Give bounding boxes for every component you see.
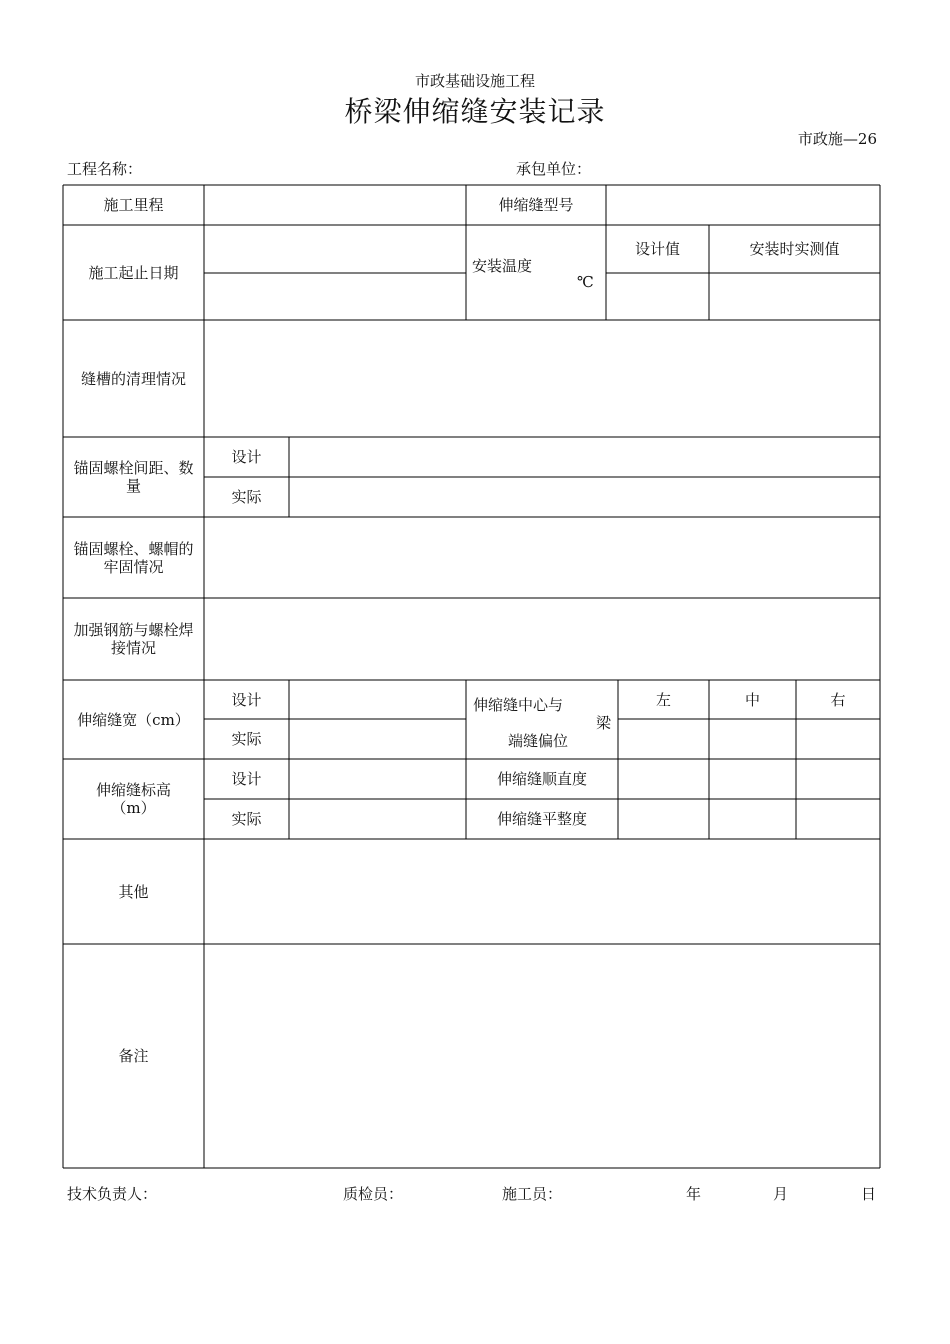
other-label: 其他 bbox=[118, 882, 149, 901]
width-design-field[interactable] bbox=[289, 680, 466, 719]
width-design-label: 设计 bbox=[231, 690, 262, 709]
start-date-field[interactable] bbox=[204, 225, 466, 273]
joint-width-label: 伸缩缝宽（cm） bbox=[77, 710, 190, 729]
groove-cleaning-field[interactable] bbox=[204, 320, 880, 437]
width-actual-label: 实际 bbox=[231, 730, 262, 748]
width-actual-field[interactable] bbox=[289, 719, 466, 759]
design-value-label: 设计值 bbox=[634, 240, 680, 258]
center-offset-label-char: 梁 bbox=[596, 714, 612, 732]
construction-dates-label: 施工起止日期 bbox=[88, 263, 179, 282]
form-title: 桥梁伸缩缝安装记录 bbox=[344, 95, 606, 128]
straightness-label: 伸缩缝顺直度 bbox=[496, 770, 587, 788]
anchor-actual-field[interactable] bbox=[289, 477, 880, 517]
flatness-right-field[interactable] bbox=[796, 799, 880, 839]
inspector-label: 质检员： bbox=[343, 1185, 404, 1203]
anchor-design-label: 设计 bbox=[231, 448, 262, 466]
elevation-actual-label: 实际 bbox=[231, 810, 262, 828]
center-offset-label-line2: 端缝偏位 bbox=[508, 732, 569, 750]
joint-model-label: 伸缩缝型号 bbox=[498, 196, 574, 214]
straightness-right-field[interactable] bbox=[796, 759, 880, 799]
elevation-design-field[interactable] bbox=[289, 759, 466, 799]
middle-label: 中 bbox=[744, 690, 760, 709]
measured-value-label: 安装时实测值 bbox=[749, 240, 840, 258]
remarks-field[interactable] bbox=[204, 944, 880, 1168]
remarks-label: 备注 bbox=[118, 1047, 149, 1065]
measured-temp-field[interactable] bbox=[709, 273, 880, 320]
offset-right-field[interactable] bbox=[796, 719, 880, 759]
other-field[interactable] bbox=[204, 839, 880, 944]
form-code: 市政施—26 bbox=[797, 130, 877, 148]
anchor-firmness-field[interactable] bbox=[204, 517, 880, 598]
rebar-welding-label: 加强钢筋与螺栓焊接情况 bbox=[73, 621, 194, 657]
install-temp-label: 安装温度 bbox=[472, 257, 533, 275]
anchor-firmness-label: 锚固螺栓、螺帽的牢固情况 bbox=[73, 539, 194, 576]
offset-left-field[interactable] bbox=[618, 719, 709, 759]
straightness-middle-field[interactable] bbox=[709, 759, 796, 799]
right-label: 右 bbox=[830, 690, 846, 709]
center-offset-label-line1: 伸缩缝中心与 bbox=[473, 696, 564, 714]
flatness-label: 伸缩缝平整度 bbox=[496, 810, 587, 828]
project-name-label: 工程名称： bbox=[67, 160, 143, 178]
temp-unit: ℃ bbox=[577, 273, 594, 291]
anchor-bolt-spacing-label: 锚固螺栓间距、数量 bbox=[73, 459, 194, 495]
month-label: 月 bbox=[773, 1185, 789, 1203]
joint-elevation-label: 伸缩缝标高（m） bbox=[95, 781, 171, 817]
tech-lead-label: 技术负责人： bbox=[67, 1185, 158, 1203]
year-label: 年 bbox=[686, 1185, 702, 1203]
elevation-actual-field[interactable] bbox=[289, 799, 466, 839]
design-temp-field[interactable] bbox=[606, 273, 709, 320]
left-label: 左 bbox=[655, 690, 671, 709]
end-date-field[interactable] bbox=[204, 273, 466, 320]
flatness-left-field[interactable] bbox=[618, 799, 709, 839]
construction-mileage-field[interactable] bbox=[204, 185, 466, 225]
construction-mileage-label: 施工里程 bbox=[103, 196, 164, 214]
form-subtitle: 市政基础设施工程 bbox=[414, 72, 535, 90]
groove-cleaning-label: 缝槽的清理情况 bbox=[80, 369, 186, 388]
constructor-label: 施工员： bbox=[502, 1185, 563, 1203]
day-label: 日 bbox=[861, 1185, 877, 1203]
joint-model-field[interactable] bbox=[606, 185, 880, 225]
anchor-actual-label: 实际 bbox=[231, 488, 262, 506]
offset-middle-field[interactable] bbox=[709, 719, 796, 759]
contractor-label: 承包单位： bbox=[516, 160, 592, 178]
anchor-design-field[interactable] bbox=[289, 437, 880, 477]
rebar-welding-field[interactable] bbox=[204, 598, 880, 680]
flatness-middle-field[interactable] bbox=[709, 799, 796, 839]
elevation-design-label: 设计 bbox=[231, 770, 262, 788]
straightness-left-field[interactable] bbox=[618, 759, 709, 799]
